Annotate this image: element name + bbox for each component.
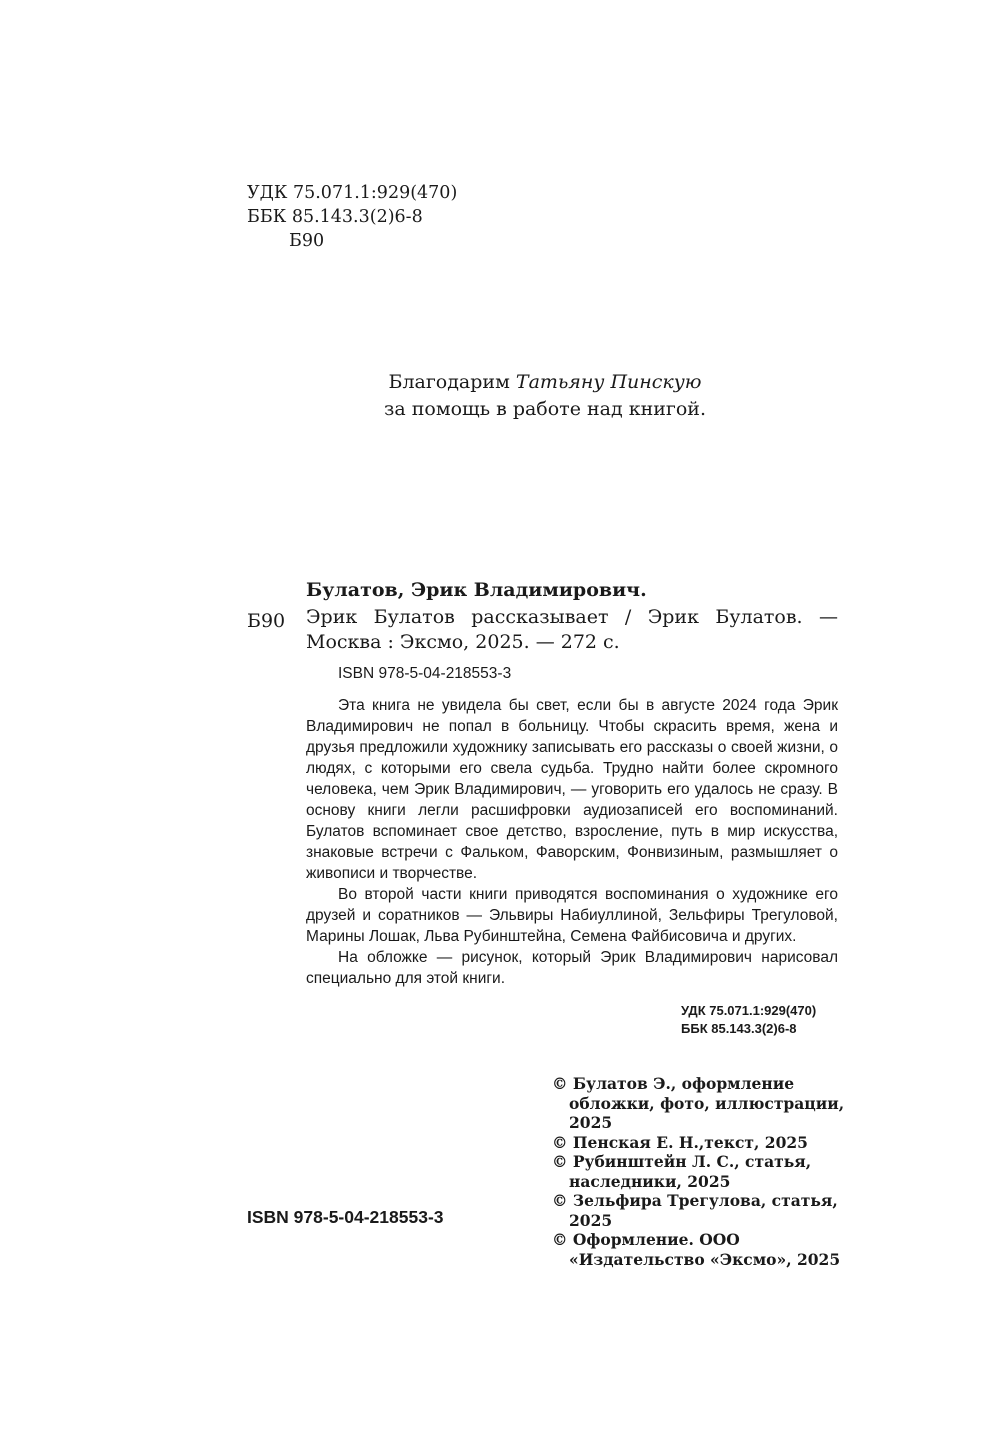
udk-code: УДК 75.071.1:929(470) bbox=[247, 183, 458, 203]
acknowledgement-line2: за помощь в работе над книгой. bbox=[383, 398, 707, 420]
copyright-line: © Пенская Е. Н.,текст, 2025 bbox=[552, 1132, 808, 1152]
copyright-line: © Рубинштейн Л. С., статья, наследники, 2025 bbox=[552, 1152, 812, 1191]
copyright-line: © Булатов Э., оформление обложки, фото, иллюстрации, 2025 bbox=[552, 1074, 845, 1132]
annotation-bbk: ББК 85.143.3(2)6-8 bbox=[681, 1021, 797, 1036]
author-mark: Б90 bbox=[289, 231, 325, 251]
record-author-mark: Б90 bbox=[247, 610, 286, 632]
isbn-main: ISBN 978-5-04-218553-3 bbox=[247, 1207, 444, 1227]
record-isbn: ISBN 978-5-04-218553-3 bbox=[338, 665, 512, 682]
copyright-line: © Оформление. ООО «Издательство «Эксмо», 2025 bbox=[552, 1230, 841, 1269]
copyright-block bbox=[552, 1074, 852, 1269]
top-classification-block bbox=[247, 181, 457, 253]
copyright-line: © Зельфира Трегулова, статья, 2025 bbox=[552, 1191, 838, 1230]
annotation bbox=[306, 695, 838, 989]
acknowledgement bbox=[300, 369, 790, 423]
annotation-paragraph: На обложке — рисунок, который Эрик Владимирович нарисовал специально для этой книги. bbox=[306, 949, 838, 987]
bibliographic-description: Эрик Булатов рассказывает / Эрик Булатов. — Москва : Эксмо, 2025. — 272 с. bbox=[306, 606, 838, 653]
acknowledgement-name: Татьяну Пинскую bbox=[515, 371, 702, 393]
acknowledgement-text: Благодарим bbox=[388, 371, 516, 393]
annotation-paragraph: Эта книга не увидела бы свет, если бы в августе 2024 года Эрик Владимирович не попал в больницу. Чтобы скрасить время, жена и друзья предложили художнику записывать его рассказы о своей жизни, о людях, с которыми его свела судьба. Трудно найти более скромного человека, чем Эрик Владимирович, — уговорить его удалось не сразу. В основу книги легли расшифровки аудиозаписей его воспоминаний. Булатов вспоминает свое детство, взросление, путь в мир искусства, знаковые встречи с Фальком, Фаворским, Фонвизиным, размышляет о живописи и творчестве. bbox=[306, 697, 838, 882]
annotation-udk: УДК 75.071.1:929(470) bbox=[681, 1003, 817, 1018]
annotation-paragraph: Во второй части книги приводятся воспоминания о художнике его друзей и соратников — Эльвиры Набиуллиной, Зельфиры Трегуловой, Марины Лошак, Льва Рубинштейна, Семена Файбисовича и других. bbox=[306, 886, 838, 945]
annotation-classification bbox=[681, 1002, 816, 1038]
author-heading: Булатов, Эрик Владимирович. bbox=[306, 579, 647, 601]
bbk-code: ББК 85.143.3(2)6-8 bbox=[247, 207, 423, 227]
